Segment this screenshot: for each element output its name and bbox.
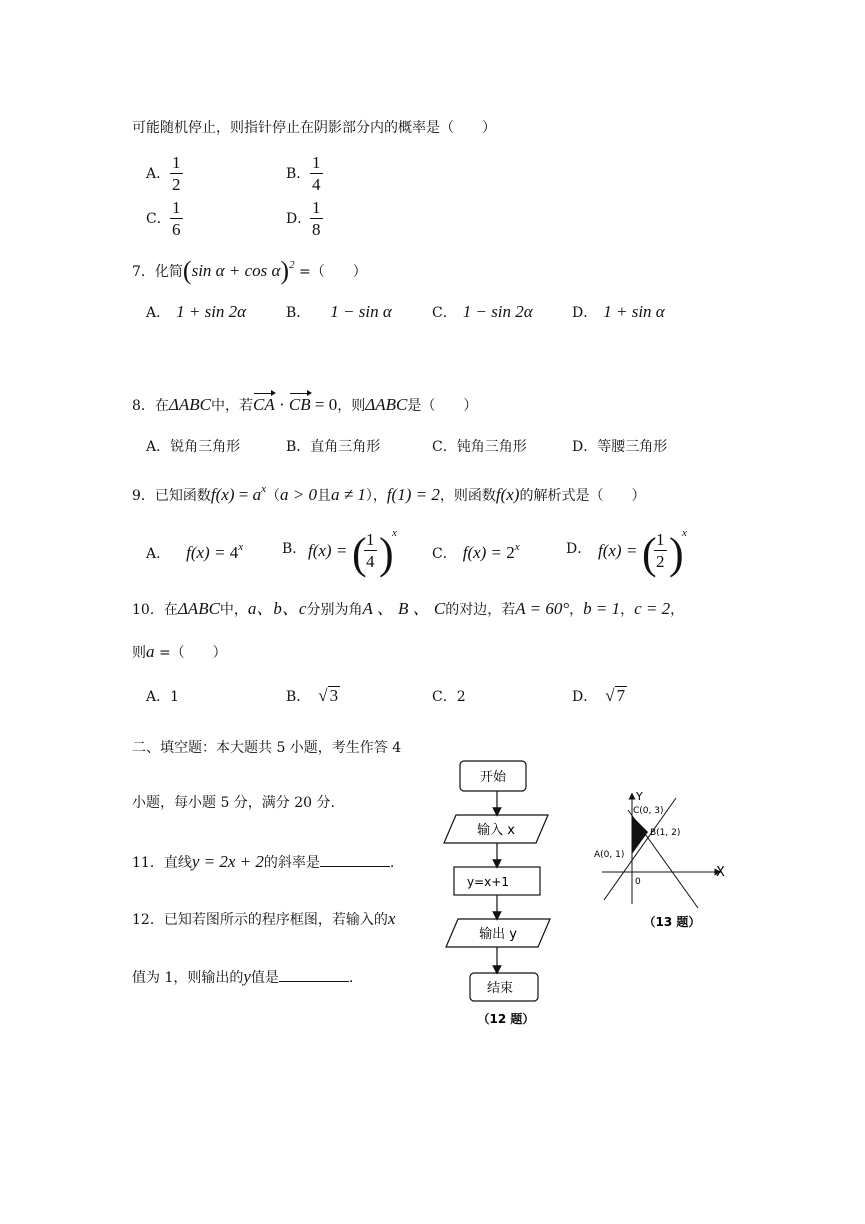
q9-cond-open: （	[266, 488, 280, 504]
denominator: 8	[312, 220, 321, 239]
q7-option-d-text: 1 + sin α	[603, 302, 665, 321]
q7-option-c-label: C．	[432, 305, 457, 321]
q12-answer-blank[interactable]	[279, 967, 349, 982]
q8-equals-zero: = 0	[310, 395, 338, 414]
q8-vector-ca: CA	[253, 395, 275, 414]
q9-option-d-lhs: f(x) =	[598, 541, 638, 560]
right-paren: )	[669, 529, 684, 578]
q10-a: a	[146, 642, 155, 661]
q6-stem: 可能随机停止，则指针停止在阴影部分内的概率是（ ）	[132, 120, 496, 136]
q9-option-a[interactable]	[146, 542, 243, 561]
q9-exponent: x	[261, 483, 266, 495]
q9-option-b-fraction	[364, 530, 377, 573]
q10-number: 10．在	[132, 602, 178, 618]
q10-text-1: 中，	[219, 602, 248, 618]
q9-option-c[interactable]	[432, 542, 520, 561]
q9-base: a	[252, 485, 262, 504]
line-x-plus-y-equals-3	[628, 810, 698, 908]
q6-option-c-label: C．	[146, 211, 171, 227]
q9-function: f(x)	[210, 485, 235, 504]
q9-option-a-label: A．	[146, 546, 171, 562]
q6-option-b-fraction[interactable]	[310, 153, 323, 196]
q9-cond-1: a > 0	[280, 485, 317, 504]
q8-dot: ·	[274, 395, 289, 414]
q8-option-b-text: 直角三角形	[310, 439, 381, 455]
q9-f1: f(1) = 2	[386, 485, 440, 504]
q8-text-end: 是（ ）	[407, 398, 478, 414]
denominator: 2	[172, 175, 181, 194]
section2-heading-line1: 二、填空题：本大题共 5 小题，考生作答 4	[132, 740, 402, 756]
q9-option-d-exp: x	[682, 527, 687, 539]
q10-stem-line1	[132, 600, 684, 617]
q9-option-b-label: B．	[282, 541, 307, 557]
q8-stem	[132, 396, 477, 413]
q10-line2-pre: 则	[132, 645, 146, 661]
q9-text-end: 的解析式是（ ）	[519, 488, 646, 504]
q12-post2: 值是	[250, 970, 279, 986]
q8-option-d[interactable]	[572, 440, 667, 454]
right-paren: )	[280, 256, 290, 285]
q9-option-c-exp: x	[514, 541, 520, 553]
q9-text-then: ，则函数	[439, 488, 496, 504]
q8-option-b[interactable]	[286, 440, 380, 454]
q9-option-c-lhs: f(x) =	[462, 543, 507, 562]
y-axis-label: Y	[636, 790, 643, 803]
q8-text-then: ，则	[337, 398, 366, 414]
q7-option-b[interactable]	[286, 303, 392, 320]
numerator: 1	[656, 530, 665, 549]
denominator: 6	[172, 220, 181, 239]
q11-end: .	[389, 855, 395, 871]
q10-triangle: ΔABC	[177, 599, 220, 618]
q7-option-a-text: 1 + sin 2α	[176, 302, 247, 321]
q10-option-d-label: D．	[572, 689, 598, 705]
flowchart-process-label: y=x+1	[467, 875, 509, 889]
q12-y: y	[243, 967, 251, 986]
q12-x: x	[387, 909, 396, 928]
q9-option-a-lhs: f(x) =	[186, 543, 230, 562]
q8-triangle-2: ΔABC	[365, 395, 408, 414]
q10-option-a[interactable]	[146, 690, 179, 704]
q7-option-d-label: D．	[572, 305, 598, 321]
q9-cond-2: a ≠ 1	[330, 485, 366, 504]
radicand: 7	[616, 686, 626, 705]
q11-equation: y = 2x + 2	[191, 852, 264, 871]
q10-option-b[interactable]	[286, 686, 340, 705]
q8-option-d-text: 等腰三角形	[597, 439, 668, 455]
right-paren: )	[379, 529, 394, 578]
q6-option-a-label: A．	[146, 166, 171, 182]
q10-option-c[interactable]	[432, 690, 466, 704]
q9-option-c-base: 2	[506, 543, 515, 562]
q10-sep-3: ，	[670, 602, 685, 618]
q9-stem	[132, 484, 645, 503]
q8-text-mid: 中，若	[211, 398, 254, 414]
point-b-label: B(1, 2)	[650, 828, 681, 838]
q11-answer-blank[interactable]	[320, 852, 390, 867]
q10-stem-line2	[132, 643, 227, 660]
q10-option-d[interactable]	[572, 686, 627, 705]
q10-angles: A 、 B 、 C	[362, 599, 446, 618]
flowchart-caption: （12 题）	[477, 1012, 535, 1026]
q8-option-c-label: C．	[432, 439, 457, 455]
numerator: 1	[172, 198, 181, 217]
q7-option-a-label: A．	[146, 305, 171, 321]
q10-option-d-sqrt: √ 7	[605, 686, 626, 705]
numerator: 1	[312, 153, 321, 172]
denominator: 4	[366, 552, 375, 571]
q9-option-c-label: C．	[432, 546, 457, 562]
flowchart-input-label: 输入 x	[477, 823, 515, 838]
left-paren: (	[182, 256, 192, 285]
section2-heading-line2: 小题，每小题 5 分，满分 20 分.	[132, 795, 335, 811]
q10-option-b-sqrt: √ 3	[318, 686, 339, 705]
q8-option-a-label: A．	[146, 439, 171, 455]
q7-option-a[interactable]	[146, 303, 246, 320]
q9-option-a-base: 4	[229, 543, 239, 562]
q10-option-a-label: A．	[146, 689, 171, 705]
q10-option-a-text: 1	[170, 689, 180, 705]
flowchart-diagram	[430, 755, 570, 1035]
q12-line1: 12．已知若图所示的程序框图，若输入的	[132, 912, 388, 928]
q8-option-a[interactable]	[146, 440, 240, 454]
q9-function-2: f(x)	[495, 485, 520, 504]
q9-option-d-label: D．	[566, 541, 592, 557]
x-axis-label: X	[716, 865, 725, 880]
q10-text-3: 的对边，若	[445, 602, 516, 618]
q7-number: 7．化简	[132, 264, 183, 280]
q7-option-c-text: 1 − sin 2α	[462, 302, 533, 321]
q8-option-d-label: D．	[572, 439, 598, 455]
q6-option-c-fraction[interactable]	[170, 198, 183, 241]
q12-end: .	[348, 970, 354, 986]
left-paren: (	[642, 529, 657, 578]
region-graph	[588, 790, 738, 940]
q10-sep-1: ，	[569, 602, 584, 618]
q8-triangle: ΔABC	[168, 395, 212, 414]
q10-side-b: b = 1	[583, 599, 621, 618]
numerator: 1	[172, 153, 181, 172]
q8-option-c[interactable]	[432, 440, 527, 454]
q7-option-d[interactable]	[572, 303, 665, 320]
q8-option-b-label: B．	[286, 439, 311, 455]
graph-caption: （13 题）	[643, 915, 701, 929]
q10-text-2: 分别为角	[306, 602, 363, 618]
q9-option-b-lhs: f(x) =	[308, 541, 348, 560]
q6-option-a-fraction[interactable]	[170, 153, 183, 196]
q12-pre2: 值为 1，则输出的	[132, 970, 244, 986]
q7-option-b-label: B．	[286, 305, 311, 321]
flowchart-end-label: 结束	[486, 981, 514, 996]
q6-option-d-label: D．	[286, 211, 312, 227]
q9-option-a-exp: x	[238, 541, 244, 553]
q11-post: 的斜率是	[263, 855, 320, 871]
denominator: 2	[656, 552, 665, 571]
q6-option-b-label: B．	[286, 166, 311, 182]
q7-power: 2	[289, 259, 295, 271]
q7-stem	[132, 258, 367, 284]
denominator: 4	[312, 175, 321, 194]
q6-option-d-fraction[interactable]	[310, 198, 323, 241]
point-a-label: A(0, 1)	[594, 850, 625, 860]
q10-line2-post: =（ ）	[154, 645, 227, 661]
q10-option-b-label: B．	[286, 689, 311, 705]
flowchart-output-label: 输出 y	[479, 927, 517, 942]
q12-stem-line1	[132, 910, 395, 927]
q9-option-d-fraction	[654, 530, 667, 573]
q8-option-c-text: 钝角三角形	[456, 439, 527, 455]
left-paren: (	[352, 529, 367, 578]
q9-cond-and: 且	[316, 488, 331, 504]
numerator: 1	[312, 198, 321, 217]
q8-vector-cb: CB	[288, 395, 311, 414]
numerator: 1	[366, 530, 375, 549]
point-c-label: C(0, 3)	[633, 806, 664, 816]
q7-option-c[interactable]	[432, 303, 533, 320]
q7-option-b-text: 1 − sin α	[330, 302, 392, 321]
q11-pre: 11．直线	[132, 855, 192, 871]
q11-stem	[132, 852, 394, 870]
q12-stem-line2	[132, 967, 353, 985]
q10-side-c: c = 2	[634, 599, 671, 618]
flowchart-start-label: 开始	[479, 770, 507, 785]
q10-option-c-label: C．	[432, 689, 457, 705]
q7-expression: sin α + cos α	[191, 261, 281, 280]
origin-label: 0	[635, 877, 641, 887]
q10-sides: a、b、c	[247, 599, 307, 618]
q10-sep-2: ，	[620, 602, 635, 618]
q9-option-b-exp: x	[392, 527, 397, 539]
q10-angle-a: A = 60°	[515, 599, 570, 618]
radicand: 3	[329, 686, 339, 705]
q8-option-a-text: 锐角三角形	[170, 439, 241, 455]
q9-equals: =	[234, 485, 253, 504]
q8-number: 8．在	[132, 398, 169, 414]
q9-number: 9．已知函数	[132, 488, 211, 504]
q10-option-c-text: 2	[456, 689, 466, 705]
q9-cond-close: ），	[365, 488, 387, 504]
q7-equals: =（ ）	[294, 264, 367, 280]
